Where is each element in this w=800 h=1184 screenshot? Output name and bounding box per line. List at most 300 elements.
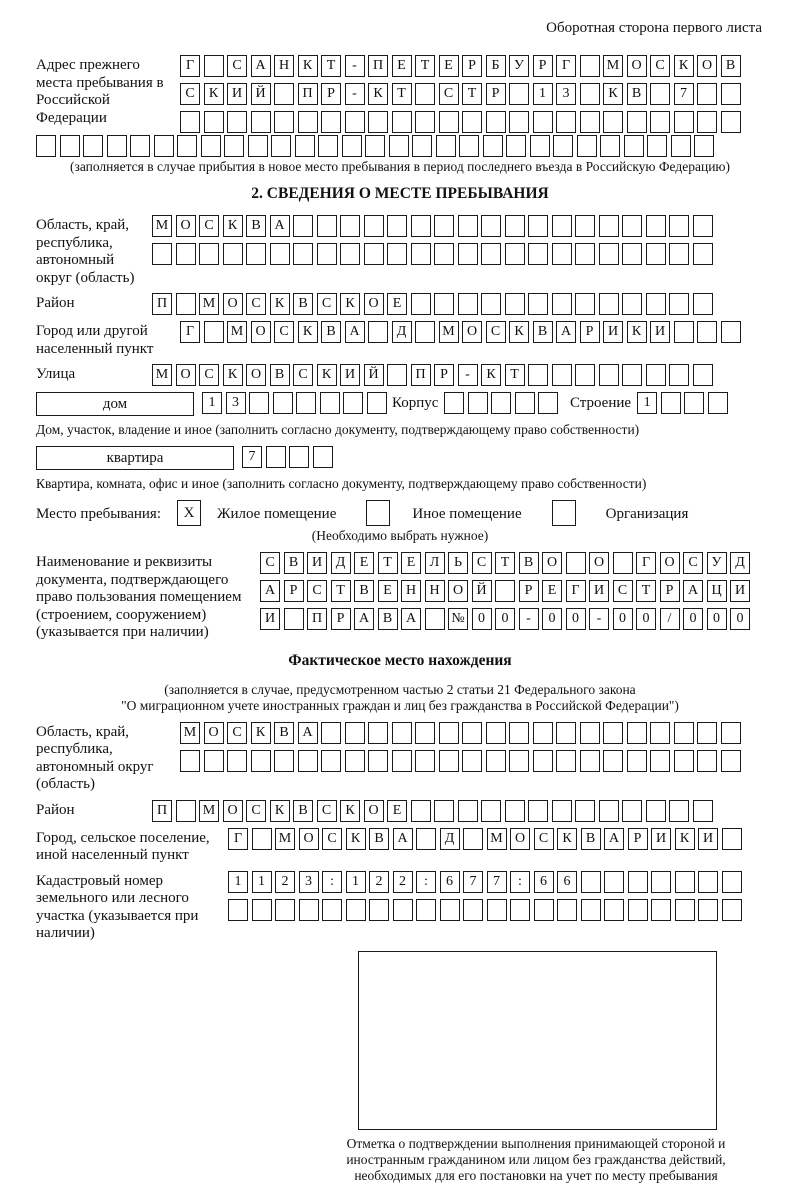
char-cell[interactable] bbox=[646, 243, 666, 265]
char-cell[interactable] bbox=[674, 321, 694, 343]
char-cell[interactable]: Т bbox=[495, 552, 515, 574]
char-cell[interactable]: 0 bbox=[495, 608, 515, 630]
char-cell[interactable] bbox=[252, 828, 272, 850]
char-cell[interactable] bbox=[411, 215, 431, 237]
char-cell[interactable]: И bbox=[603, 321, 623, 343]
char-cell[interactable] bbox=[412, 135, 432, 157]
char-cell[interactable]: П bbox=[368, 55, 388, 77]
char-cell[interactable]: В bbox=[378, 608, 398, 630]
char-cell[interactable]: - bbox=[519, 608, 539, 630]
char-cell[interactable] bbox=[580, 55, 600, 77]
char-cell[interactable] bbox=[368, 321, 388, 343]
char-cell[interactable] bbox=[528, 243, 548, 265]
char-cell[interactable] bbox=[628, 871, 648, 893]
char-cell[interactable] bbox=[697, 111, 717, 133]
char-cell[interactable] bbox=[201, 135, 221, 157]
char-cell[interactable] bbox=[345, 722, 365, 744]
char-cell[interactable] bbox=[581, 899, 601, 921]
char-cell[interactable] bbox=[599, 800, 619, 822]
char-cell[interactable] bbox=[721, 750, 741, 772]
char-cell[interactable] bbox=[321, 750, 341, 772]
char-cell[interactable] bbox=[458, 243, 478, 265]
char-cell[interactable] bbox=[462, 111, 482, 133]
char-cell[interactable]: М bbox=[152, 215, 172, 237]
char-cell[interactable] bbox=[627, 722, 647, 744]
char-cell[interactable] bbox=[646, 293, 666, 315]
char-cell[interactable] bbox=[415, 722, 435, 744]
char-cell[interactable]: - bbox=[589, 608, 609, 630]
char-cell[interactable] bbox=[180, 750, 200, 772]
char-cell[interactable] bbox=[228, 899, 248, 921]
char-cell[interactable]: С bbox=[472, 552, 492, 574]
char-cell[interactable]: В bbox=[293, 293, 313, 315]
char-cell[interactable]: С bbox=[317, 800, 337, 822]
char-cell[interactable]: А bbox=[401, 608, 421, 630]
char-cell[interactable] bbox=[296, 392, 316, 414]
char-cell[interactable]: С bbox=[180, 83, 200, 105]
char-cell[interactable] bbox=[491, 392, 511, 414]
char-cell[interactable]: И bbox=[260, 608, 280, 630]
char-cell[interactable] bbox=[227, 750, 247, 772]
char-cell[interactable]: О bbox=[204, 722, 224, 744]
char-cell[interactable] bbox=[369, 899, 389, 921]
char-cell[interactable]: Р bbox=[660, 580, 680, 602]
char-cell[interactable]: Й bbox=[251, 83, 271, 105]
char-cell[interactable] bbox=[154, 135, 174, 157]
char-cell[interactable] bbox=[675, 871, 695, 893]
char-cell[interactable] bbox=[389, 135, 409, 157]
char-cell[interactable]: 3 bbox=[299, 871, 319, 893]
char-cell[interactable]: А bbox=[354, 608, 374, 630]
char-cell[interactable]: А bbox=[604, 828, 624, 850]
char-cell[interactable]: К bbox=[340, 800, 360, 822]
char-cell[interactable] bbox=[599, 364, 619, 386]
char-cell[interactable] bbox=[411, 800, 431, 822]
char-cell[interactable] bbox=[392, 750, 412, 772]
char-cell[interactable]: № bbox=[448, 608, 468, 630]
char-cell[interactable] bbox=[246, 243, 266, 265]
char-cell[interactable] bbox=[481, 243, 501, 265]
char-cell[interactable] bbox=[697, 83, 717, 105]
char-cell[interactable] bbox=[365, 135, 385, 157]
char-cell[interactable] bbox=[622, 800, 642, 822]
char-cell[interactable] bbox=[722, 899, 742, 921]
char-cell[interactable]: Т bbox=[505, 364, 525, 386]
char-cell[interactable] bbox=[387, 364, 407, 386]
char-cell[interactable]: Т bbox=[392, 83, 412, 105]
char-cell[interactable]: 2 bbox=[275, 871, 295, 893]
char-cell[interactable]: Р bbox=[434, 364, 454, 386]
char-cell[interactable]: О bbox=[176, 364, 196, 386]
char-cell[interactable] bbox=[224, 135, 244, 157]
char-cell[interactable] bbox=[693, 293, 713, 315]
char-cell[interactable] bbox=[530, 135, 550, 157]
char-cell[interactable]: 7 bbox=[487, 871, 507, 893]
char-cell[interactable] bbox=[463, 828, 483, 850]
char-cell[interactable] bbox=[674, 111, 694, 133]
char-cell[interactable] bbox=[694, 135, 714, 157]
char-cell[interactable]: К bbox=[251, 722, 271, 744]
char-cell[interactable] bbox=[298, 750, 318, 772]
char-cell[interactable] bbox=[458, 293, 478, 315]
char-cell[interactable]: - bbox=[345, 55, 365, 77]
char-cell[interactable] bbox=[83, 135, 103, 157]
char-cell[interactable] bbox=[367, 392, 387, 414]
char-cell[interactable] bbox=[622, 215, 642, 237]
char-cell[interactable]: П bbox=[307, 608, 327, 630]
char-cell[interactable]: С bbox=[322, 828, 342, 850]
char-cell[interactable] bbox=[599, 293, 619, 315]
char-cell[interactable] bbox=[483, 135, 503, 157]
char-cell[interactable] bbox=[669, 215, 689, 237]
char-cell[interactable]: О bbox=[697, 55, 717, 77]
char-cell[interactable]: С bbox=[227, 55, 247, 77]
char-cell[interactable]: О bbox=[223, 800, 243, 822]
char-cell[interactable] bbox=[533, 722, 553, 744]
char-cell[interactable] bbox=[293, 215, 313, 237]
char-cell[interactable]: И bbox=[698, 828, 718, 850]
char-cell[interactable] bbox=[368, 722, 388, 744]
char-cell[interactable]: И bbox=[307, 552, 327, 574]
char-cell[interactable] bbox=[599, 243, 619, 265]
char-cell[interactable] bbox=[509, 750, 529, 772]
char-cell[interactable] bbox=[411, 293, 431, 315]
char-cell[interactable]: Г bbox=[228, 828, 248, 850]
char-cell[interactable] bbox=[622, 243, 642, 265]
char-cell[interactable] bbox=[674, 722, 694, 744]
char-cell[interactable] bbox=[604, 871, 624, 893]
char-cell[interactable] bbox=[227, 111, 247, 133]
char-cell[interactable] bbox=[580, 750, 600, 772]
char-cell[interactable] bbox=[343, 392, 363, 414]
char-cell[interactable] bbox=[340, 243, 360, 265]
char-cell[interactable]: С bbox=[317, 293, 337, 315]
char-cell[interactable] bbox=[387, 215, 407, 237]
char-cell[interactable] bbox=[434, 293, 454, 315]
char-cell[interactable]: С bbox=[274, 321, 294, 343]
char-cell[interactable] bbox=[693, 215, 713, 237]
char-cell[interactable]: О bbox=[299, 828, 319, 850]
char-cell[interactable]: О bbox=[364, 293, 384, 315]
char-cell[interactable]: А bbox=[270, 215, 290, 237]
char-cell[interactable] bbox=[552, 364, 572, 386]
char-cell[interactable] bbox=[275, 899, 295, 921]
char-cell[interactable] bbox=[252, 899, 272, 921]
char-cell[interactable]: Р bbox=[519, 580, 539, 602]
char-cell[interactable] bbox=[528, 800, 548, 822]
char-cell[interactable] bbox=[387, 243, 407, 265]
char-cell[interactable] bbox=[434, 800, 454, 822]
char-cell[interactable] bbox=[284, 608, 304, 630]
char-cell[interactable]: Р bbox=[628, 828, 648, 850]
char-cell[interactable] bbox=[722, 828, 742, 850]
char-cell[interactable] bbox=[274, 83, 294, 105]
char-cell[interactable]: С bbox=[486, 321, 506, 343]
char-cell[interactable] bbox=[506, 135, 526, 157]
char-cell[interactable] bbox=[60, 135, 80, 157]
char-cell[interactable] bbox=[204, 55, 224, 77]
char-cell[interactable]: Г bbox=[556, 55, 576, 77]
char-cell[interactable] bbox=[580, 111, 600, 133]
char-cell[interactable]: 7 bbox=[242, 446, 262, 468]
char-cell[interactable] bbox=[627, 750, 647, 772]
char-cell[interactable]: Т bbox=[462, 83, 482, 105]
char-cell[interactable]: К bbox=[368, 83, 388, 105]
char-cell[interactable] bbox=[721, 83, 741, 105]
char-cell[interactable] bbox=[600, 135, 620, 157]
char-cell[interactable] bbox=[411, 243, 431, 265]
char-cell[interactable] bbox=[481, 800, 501, 822]
char-cell[interactable]: К bbox=[223, 364, 243, 386]
char-cell[interactable] bbox=[298, 111, 318, 133]
char-cell[interactable]: О bbox=[364, 800, 384, 822]
char-cell[interactable]: Г bbox=[180, 321, 200, 343]
char-cell[interactable] bbox=[415, 83, 435, 105]
char-cell[interactable] bbox=[317, 215, 337, 237]
char-cell[interactable]: Г bbox=[636, 552, 656, 574]
char-cell[interactable] bbox=[509, 83, 529, 105]
char-cell[interactable] bbox=[533, 750, 553, 772]
char-cell[interactable] bbox=[486, 111, 506, 133]
char-cell[interactable] bbox=[289, 446, 309, 468]
char-cell[interactable]: И bbox=[589, 580, 609, 602]
char-cell[interactable]: О bbox=[462, 321, 482, 343]
char-cell[interactable] bbox=[661, 392, 681, 414]
char-cell[interactable] bbox=[552, 243, 572, 265]
char-cell[interactable]: Й bbox=[364, 364, 384, 386]
char-cell[interactable]: Е bbox=[378, 580, 398, 602]
char-cell[interactable] bbox=[628, 899, 648, 921]
char-cell[interactable]: Е bbox=[387, 293, 407, 315]
char-cell[interactable]: - bbox=[458, 364, 478, 386]
char-cell[interactable]: Д bbox=[440, 828, 460, 850]
char-cell[interactable] bbox=[345, 750, 365, 772]
char-cell[interactable]: : bbox=[416, 871, 436, 893]
char-cell[interactable] bbox=[459, 135, 479, 157]
char-cell[interactable]: И bbox=[650, 321, 670, 343]
char-cell[interactable]: 1 bbox=[252, 871, 272, 893]
char-cell[interactable] bbox=[575, 364, 595, 386]
char-cell[interactable]: О bbox=[660, 552, 680, 574]
char-cell[interactable] bbox=[528, 215, 548, 237]
char-cell[interactable]: А bbox=[251, 55, 271, 77]
char-cell[interactable]: Т bbox=[415, 55, 435, 77]
char-cell[interactable]: Е bbox=[542, 580, 562, 602]
char-cell[interactable]: М bbox=[152, 364, 172, 386]
char-cell[interactable]: 1 bbox=[202, 392, 222, 414]
char-cell[interactable] bbox=[223, 243, 243, 265]
char-cell[interactable]: Ц bbox=[707, 580, 727, 602]
char-cell[interactable]: В bbox=[321, 321, 341, 343]
char-cell[interactable] bbox=[646, 800, 666, 822]
char-cell[interactable] bbox=[392, 722, 412, 744]
char-cell[interactable]: К bbox=[270, 293, 290, 315]
char-cell[interactable]: 7 bbox=[674, 83, 694, 105]
char-cell[interactable] bbox=[556, 722, 576, 744]
char-cell[interactable]: М bbox=[603, 55, 623, 77]
char-cell[interactable] bbox=[599, 215, 619, 237]
char-cell[interactable] bbox=[274, 750, 294, 772]
char-cell[interactable]: М bbox=[227, 321, 247, 343]
char-cell[interactable] bbox=[650, 83, 670, 105]
char-cell[interactable]: С bbox=[534, 828, 554, 850]
char-cell[interactable] bbox=[622, 364, 642, 386]
char-cell[interactable]: Р bbox=[533, 55, 553, 77]
char-cell[interactable] bbox=[627, 111, 647, 133]
char-cell[interactable] bbox=[575, 293, 595, 315]
char-cell[interactable]: А bbox=[298, 722, 318, 744]
char-cell[interactable]: Т bbox=[331, 580, 351, 602]
char-cell[interactable] bbox=[36, 135, 56, 157]
char-cell[interactable]: : bbox=[322, 871, 342, 893]
char-cell[interactable] bbox=[671, 135, 691, 157]
char-cell[interactable]: Й bbox=[472, 580, 492, 602]
char-cell[interactable] bbox=[646, 215, 666, 237]
char-cell[interactable] bbox=[462, 750, 482, 772]
char-cell[interactable] bbox=[604, 899, 624, 921]
char-cell[interactable] bbox=[458, 215, 478, 237]
char-cell[interactable] bbox=[575, 800, 595, 822]
char-cell[interactable] bbox=[697, 321, 717, 343]
char-cell[interactable] bbox=[440, 899, 460, 921]
char-cell[interactable]: 2 bbox=[369, 871, 389, 893]
char-cell[interactable]: А bbox=[683, 580, 703, 602]
char-cell[interactable] bbox=[368, 750, 388, 772]
char-cell[interactable]: У bbox=[707, 552, 727, 574]
char-cell[interactable]: М bbox=[199, 293, 219, 315]
char-cell[interactable]: Е bbox=[439, 55, 459, 77]
char-cell[interactable]: А bbox=[393, 828, 413, 850]
char-cell[interactable] bbox=[425, 608, 445, 630]
char-cell[interactable]: О bbox=[510, 828, 530, 850]
char-cell[interactable]: М bbox=[275, 828, 295, 850]
char-cell[interactable] bbox=[439, 722, 459, 744]
char-cell[interactable]: У bbox=[509, 55, 529, 77]
char-cell[interactable]: Е bbox=[354, 552, 374, 574]
char-cell[interactable]: 0 bbox=[683, 608, 703, 630]
char-cell[interactable]: С bbox=[293, 364, 313, 386]
char-cell[interactable] bbox=[439, 750, 459, 772]
char-cell[interactable]: Л bbox=[425, 552, 445, 574]
char-cell[interactable]: 0 bbox=[636, 608, 656, 630]
char-cell[interactable] bbox=[575, 215, 595, 237]
char-cell[interactable]: П bbox=[411, 364, 431, 386]
char-cell[interactable]: С bbox=[650, 55, 670, 77]
char-cell[interactable] bbox=[130, 135, 150, 157]
char-cell[interactable] bbox=[463, 899, 483, 921]
char-cell[interactable]: 6 bbox=[534, 871, 554, 893]
char-cell[interactable]: 3 bbox=[226, 392, 246, 414]
char-cell[interactable]: С bbox=[613, 580, 633, 602]
char-cell[interactable]: 2 bbox=[393, 871, 413, 893]
char-cell[interactable] bbox=[721, 722, 741, 744]
char-cell[interactable] bbox=[436, 135, 456, 157]
house-box[interactable]: дом bbox=[36, 392, 194, 416]
char-cell[interactable] bbox=[177, 135, 197, 157]
char-cell[interactable] bbox=[613, 552, 633, 574]
char-cell[interactable] bbox=[481, 215, 501, 237]
char-cell[interactable] bbox=[271, 135, 291, 157]
char-cell[interactable]: Р bbox=[321, 83, 341, 105]
char-cell[interactable] bbox=[321, 111, 341, 133]
char-cell[interactable]: Б bbox=[486, 55, 506, 77]
char-cell[interactable]: Д bbox=[392, 321, 412, 343]
char-cell[interactable] bbox=[176, 243, 196, 265]
char-cell[interactable]: А bbox=[556, 321, 576, 343]
char-cell[interactable] bbox=[577, 135, 597, 157]
char-cell[interactable] bbox=[505, 293, 525, 315]
char-cell[interactable] bbox=[669, 800, 689, 822]
char-cell[interactable]: Н bbox=[274, 55, 294, 77]
char-cell[interactable]: 0 bbox=[472, 608, 492, 630]
char-cell[interactable]: 7 bbox=[463, 871, 483, 893]
char-cell[interactable]: О bbox=[176, 215, 196, 237]
char-cell[interactable] bbox=[684, 392, 704, 414]
char-cell[interactable] bbox=[481, 293, 501, 315]
char-cell[interactable]: С bbox=[246, 293, 266, 315]
char-cell[interactable]: А bbox=[260, 580, 280, 602]
char-cell[interactable]: К bbox=[270, 800, 290, 822]
char-cell[interactable]: В bbox=[581, 828, 601, 850]
char-cell[interactable]: К bbox=[481, 364, 501, 386]
char-cell[interactable]: Р bbox=[331, 608, 351, 630]
char-cell[interactable] bbox=[698, 871, 718, 893]
char-cell[interactable]: - bbox=[345, 83, 365, 105]
char-cell[interactable] bbox=[270, 243, 290, 265]
char-cell[interactable] bbox=[486, 722, 506, 744]
char-cell[interactable] bbox=[651, 899, 671, 921]
char-cell[interactable] bbox=[415, 111, 435, 133]
char-cell[interactable] bbox=[528, 364, 548, 386]
char-cell[interactable] bbox=[295, 135, 315, 157]
char-cell[interactable]: О bbox=[223, 293, 243, 315]
char-cell[interactable] bbox=[204, 321, 224, 343]
char-cell[interactable]: В bbox=[274, 722, 294, 744]
char-cell[interactable]: Д bbox=[331, 552, 351, 574]
char-cell[interactable]: О bbox=[542, 552, 562, 574]
char-cell[interactable] bbox=[650, 722, 670, 744]
char-cell[interactable]: Т bbox=[378, 552, 398, 574]
char-cell[interactable] bbox=[251, 750, 271, 772]
char-cell[interactable] bbox=[533, 111, 553, 133]
char-cell[interactable] bbox=[647, 135, 667, 157]
char-cell[interactable] bbox=[416, 899, 436, 921]
char-cell[interactable] bbox=[180, 111, 200, 133]
char-cell[interactable] bbox=[486, 750, 506, 772]
char-cell[interactable] bbox=[528, 293, 548, 315]
char-cell[interactable] bbox=[698, 899, 718, 921]
char-cell[interactable]: Т bbox=[636, 580, 656, 602]
char-cell[interactable] bbox=[515, 392, 535, 414]
char-cell[interactable]: 0 bbox=[566, 608, 586, 630]
stay-checkbox-organization[interactable] bbox=[552, 500, 576, 526]
char-cell[interactable]: Г bbox=[566, 580, 586, 602]
char-cell[interactable] bbox=[566, 552, 586, 574]
char-cell[interactable] bbox=[248, 135, 268, 157]
char-cell[interactable]: Ь bbox=[448, 552, 468, 574]
stay-checkbox-other-premises[interactable] bbox=[366, 500, 390, 526]
char-cell[interactable] bbox=[368, 111, 388, 133]
char-cell[interactable] bbox=[318, 135, 338, 157]
char-cell[interactable]: Т bbox=[321, 55, 341, 77]
char-cell[interactable]: 0 bbox=[730, 608, 750, 630]
char-cell[interactable]: К bbox=[317, 364, 337, 386]
char-cell[interactable]: И bbox=[730, 580, 750, 602]
char-cell[interactable] bbox=[199, 243, 219, 265]
char-cell[interactable] bbox=[697, 750, 717, 772]
char-cell[interactable]: 6 bbox=[440, 871, 460, 893]
char-cell[interactable]: Д bbox=[730, 552, 750, 574]
